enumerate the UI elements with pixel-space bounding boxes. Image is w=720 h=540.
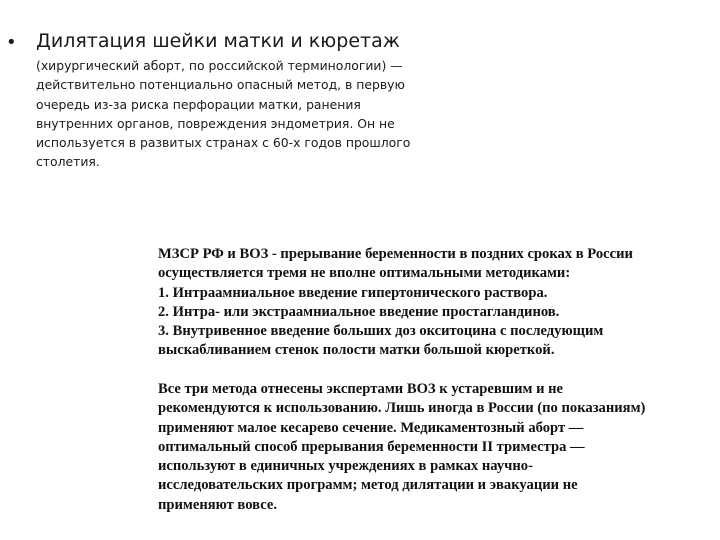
methods-line: 3. Внутривенное введение больших доз окситоцина с последующим [158, 323, 604, 340]
methods-line: МЗСР РФ и ВОЗ - прерывание беременности в поздних сроках в России [158, 246, 633, 262]
conclusion-line: оптимальный способ прерывания беременности II триместра — [158, 438, 585, 455]
slide-heading: Дилятация шейки матки и кюретаж [36, 30, 400, 52]
bullet-marker: • [6, 32, 17, 53]
conclusion-line: Все три метода отнесены экспертами ВОЗ к устаревшим и не [158, 381, 564, 397]
methods-paragraph [158, 245, 633, 361]
intro-line: очередь из-за риска перфорации матки, ранения [36, 96, 361, 112]
intro-line: действительно потенциально опасный метод, в первую [36, 77, 405, 93]
conclusion-line: исследовательских программ; метод дилятации и эвакуации не [158, 477, 578, 494]
conclusion-line: применяют вовсе. [158, 496, 277, 513]
intro-line: столетия. [36, 154, 100, 170]
conclusion-paragraph [158, 380, 645, 515]
conclusion-line: рекомендуются к использованию. Лишь иногда в России (по показаниям) [158, 400, 646, 417]
conclusion-line: применяют малое кесарево сечение. Медикаментозный аборт — [158, 419, 584, 436]
intro-line: (хирургический аборт, по российской терминологии) — [36, 58, 403, 73]
intro-line: внутренних органов, повреждения эндометрия. Он не [36, 115, 395, 131]
methods-line: осуществляется тремя не вполне оптимальными методиками: [158, 265, 571, 282]
intro-paragraph [36, 56, 446, 172]
methods-line: 1. Интраамниальное введение гипертонического раствора. [158, 284, 548, 301]
conclusion-line: используют в единичных учреждениях в рамках научно- [158, 458, 533, 475]
methods-line: 2. Интра- или экстраамниальное введение простагландинов. [158, 303, 560, 320]
intro-line: используется в развитых странах с 60-х годов прошлого [36, 135, 411, 151]
methods-line: выскабливанием стенок полости матки большой кюреткой. [158, 342, 555, 359]
